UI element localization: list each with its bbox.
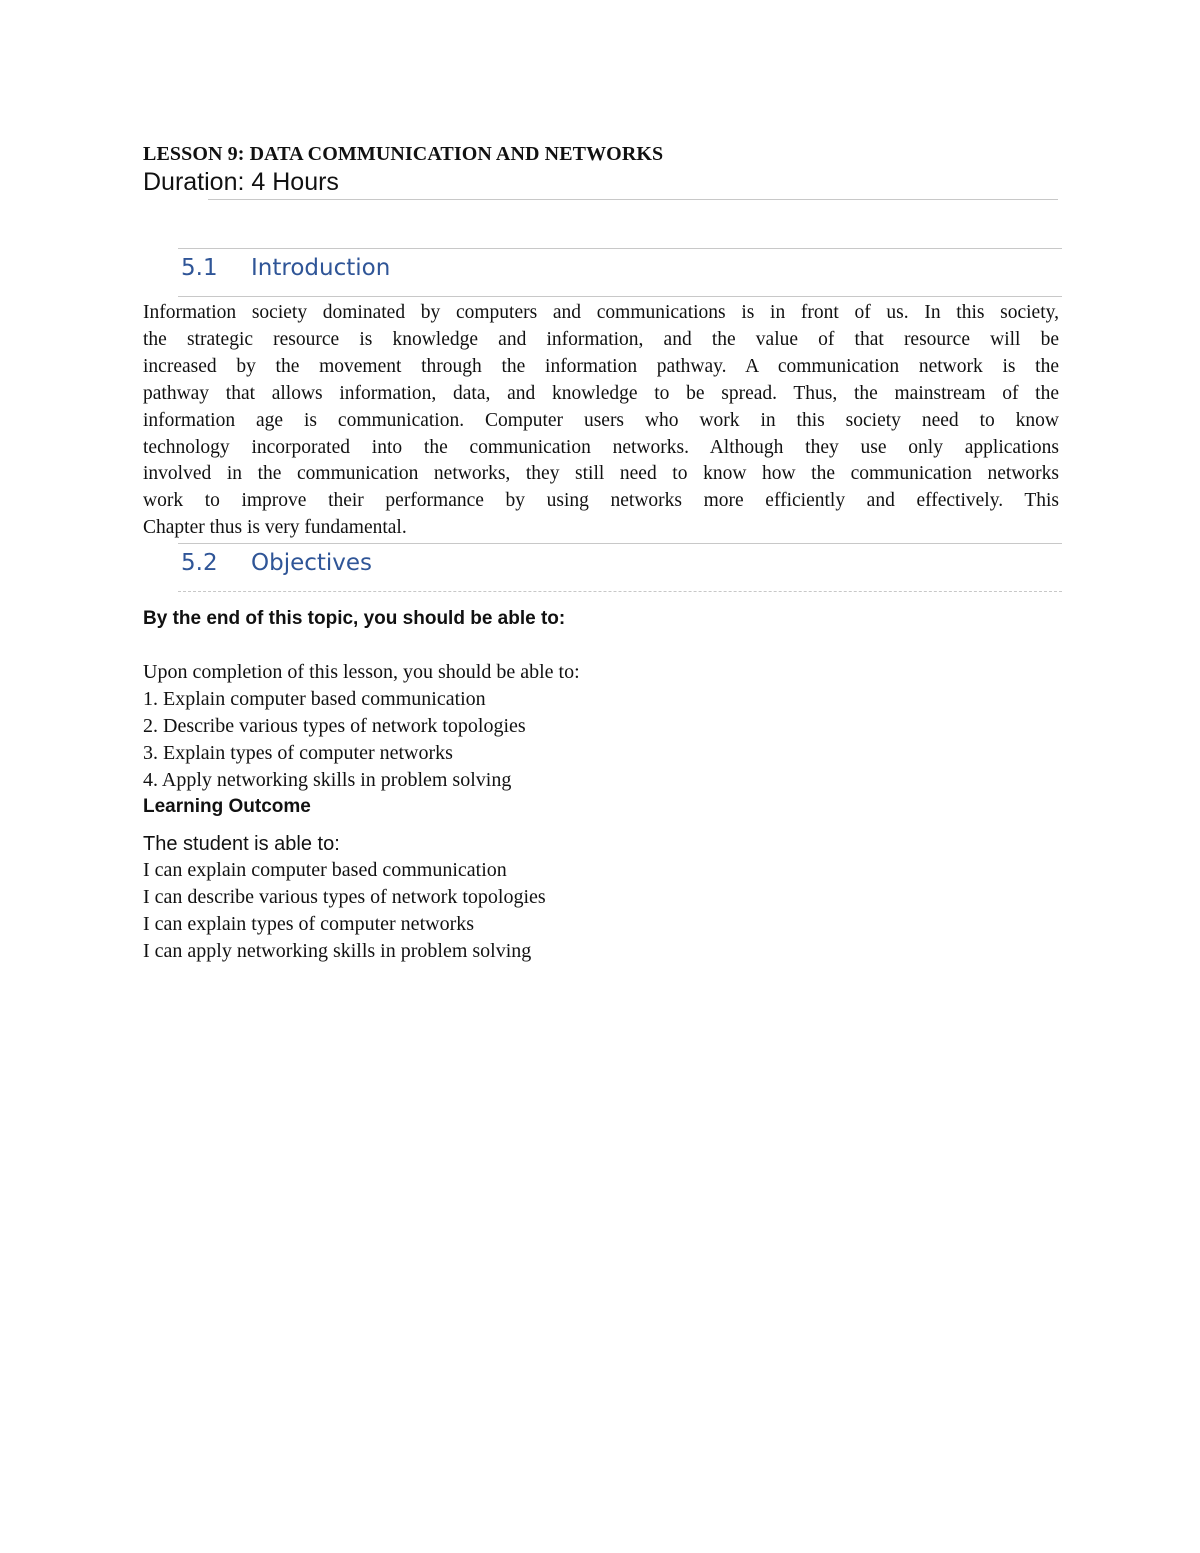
section-title: Introduction: [251, 255, 391, 281]
section-number: 5.1: [181, 255, 218, 281]
learning-outcome-item: I can apply networking skills in problem solving: [143, 940, 532, 962]
paragraph-line: technology incorporated into the communication networks. Although they use only applications: [143, 436, 1059, 458]
rule-above-introduction: [178, 248, 1062, 249]
paragraph-line: information age is communication. Computer users who work in this society need to know: [143, 409, 1059, 431]
learning-outcome-heading: Learning Outcome: [143, 796, 311, 817]
objective-item: 2. Describe various types of network topologies: [143, 715, 526, 737]
learning-outcome-item: I can describe various types of network topologies: [143, 886, 546, 908]
rule-below-objectives: [178, 591, 1062, 592]
learning-outcome-item: I can explain computer based communication: [143, 859, 507, 881]
paragraph-line: work to improve their performance by using networks more efficiently and effectively. This: [143, 490, 1059, 512]
rule-under-duration: [208, 199, 1058, 200]
section-number: 5.2: [181, 550, 218, 576]
objective-item: 3. Explain types of computer networks: [143, 742, 453, 764]
paragraph-line: Chapter thus is very fundamental.: [143, 517, 407, 539]
section-heading-introduction: [181, 255, 390, 281]
lesson-title: LESSON 9: DATA COMMUNICATION AND NETWORKS: [143, 143, 664, 165]
paragraph-line: involved in the communication networks, they still need to know how the communication networks: [143, 463, 1059, 485]
paragraph-line: Information society dominated by computers and communications is in front of us. In this society,: [143, 302, 1059, 323]
duration-label: Duration: 4 Hours: [143, 168, 339, 196]
paragraph-line: pathway that allows information, data, and knowledge to be spread. Thus, the mainstream of the: [143, 382, 1059, 404]
section-heading-objectives: [181, 550, 372, 576]
section-title: Objectives: [251, 550, 373, 576]
objectives-lead: By the end of this topic, you should be able to:: [143, 608, 566, 629]
paragraph-line: increased by the movement through the information pathway. A communication network is the: [143, 355, 1059, 377]
objectives-intro: Upon completion of this lesson, you should be able to:: [143, 661, 580, 683]
learning-outcome-item: I can explain types of computer networks: [143, 913, 475, 935]
introduction-paragraph: [143, 300, 1059, 542]
paragraph-line: the strategic resource is knowledge and information, and the value of that resource will be: [143, 328, 1059, 350]
rule-below-introduction: [178, 296, 1062, 297]
rule-above-objectives: [178, 543, 1062, 544]
objective-item: 4. Apply networking skills in problem solving: [143, 769, 512, 791]
learning-outcome-intro: The student is able to:: [143, 833, 340, 855]
objective-item: 1. Explain computer based communication: [143, 688, 486, 710]
